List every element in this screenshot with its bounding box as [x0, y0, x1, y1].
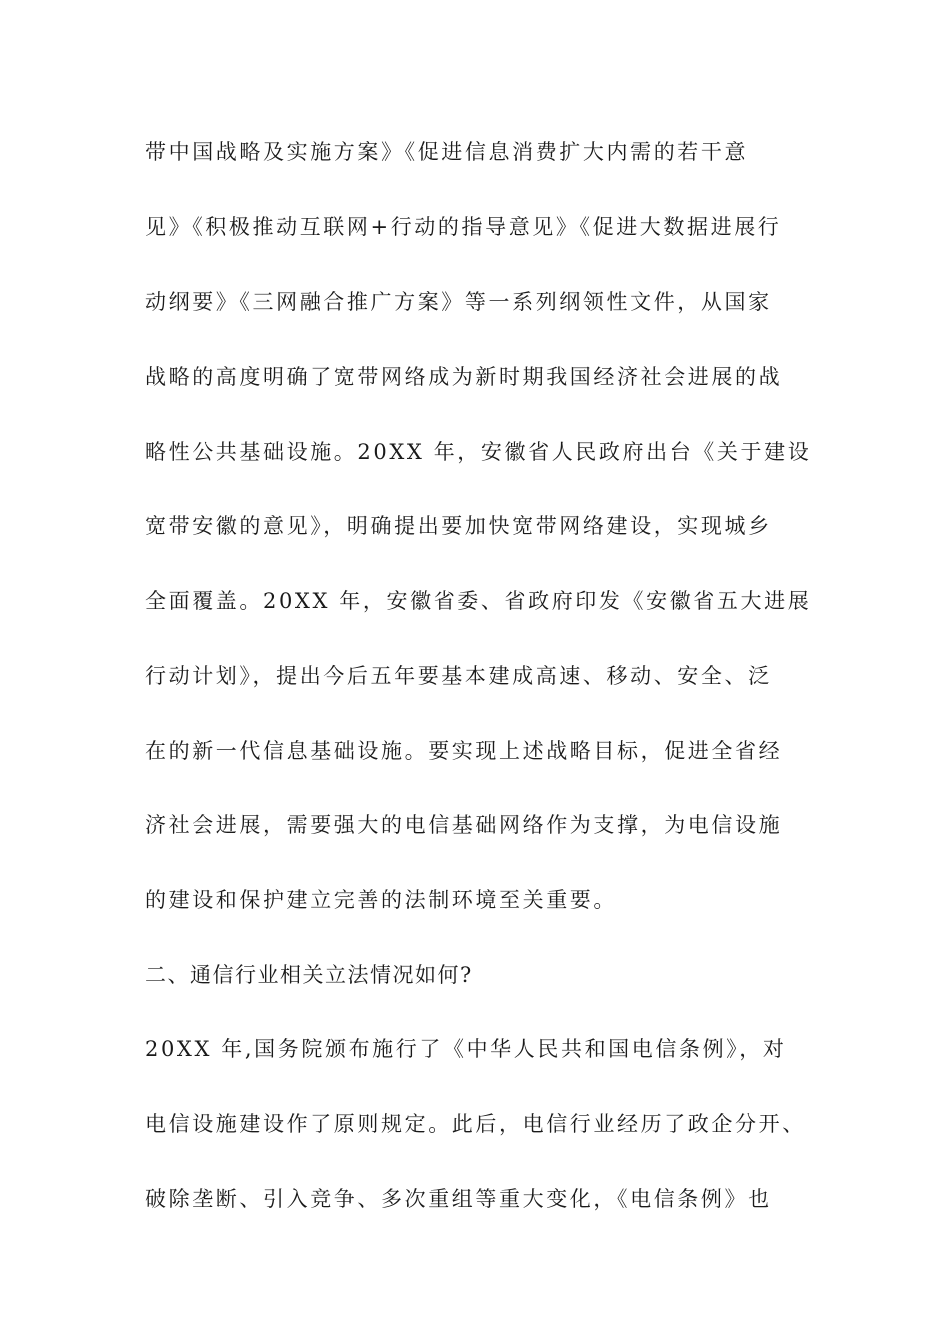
- paragraph-line: 20XX 年,国务院颁布施行了《中华人民共和国电信条例》，对: [145, 1037, 787, 1061]
- paragraph-line: 宽带安徽的意见》，明确提出要加快宽带网络建设，实现城乡: [145, 514, 772, 538]
- paragraph-line: 行动计划》，提出今后五年要基本建成高速、移动、安全、泛: [145, 664, 772, 688]
- paragraph-line: 电信设施建设作了原则规定。此后，电信行业经历了政企分开、: [145, 1112, 806, 1136]
- section-heading: 二、通信行业相关立法情况如何?: [145, 963, 473, 987]
- paragraph-line: 破除垄断、引入竞争、多次重组等重大变化，《电信条例》也: [145, 1187, 772, 1211]
- paragraph-line: 见》《积极推动互联网+行动的指导意见》《促进大数据进展行: [145, 215, 782, 239]
- paragraph-line: 动纲要》《三网融合推广方案》等一系列纲领性文件，从国家: [145, 290, 772, 314]
- paragraph-line: 战略的高度明确了宽带网络成为新时期我国经济社会进展的战: [145, 365, 783, 389]
- paragraph-line: 济社会进展，需要强大的电信基础网络作为支撑，为电信设施: [145, 813, 783, 837]
- paragraph-line: 在的新一代信息基础设施。要实现上述战略目标，促进全省经: [145, 739, 783, 763]
- paragraph-line: 全面覆盖。20XX 年，安徽省委、省政府印发《安徽省五大进展: [145, 589, 812, 613]
- paragraph-line: 略性公共基础设施。20XX 年，安徽省人民政府出台《关于建设: [145, 440, 812, 464]
- paragraph-line: 的建设和保护建立完善的法制环境至关重要。: [145, 888, 617, 912]
- paragraph-line: 带中国战略及实施方案》《促进信息消费扩大内需的若干意: [145, 140, 749, 164]
